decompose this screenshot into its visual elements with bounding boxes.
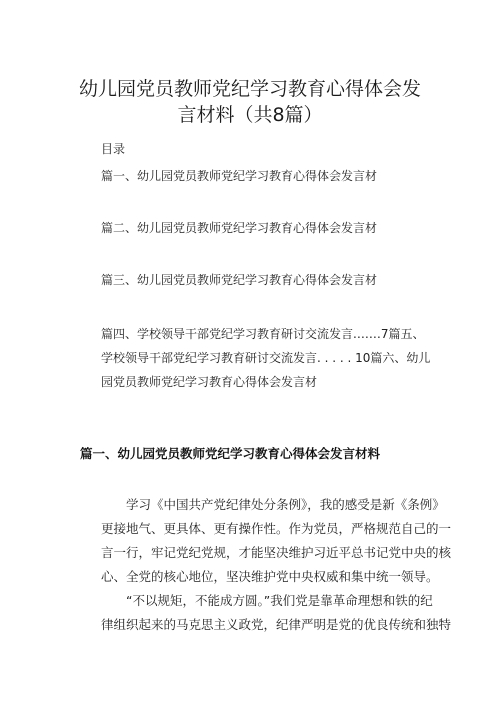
document-title-line-2: 言材料（共8篇）: [177, 104, 323, 126]
body-line-6: 律组织起来的马克思主义政党，纪律严明是党的优良传统和独特: [101, 617, 452, 632]
toc-block-line-2: 学校领导干部党纪学习教育研讨交流发言. . . . . 10篇六、幼儿: [101, 351, 431, 365]
body-line-5: “不以规矩，不能成方圆。”我们党是靠革命理想和铁的纪: [101, 593, 433, 608]
toc-heading: 目录: [101, 142, 126, 156]
toc-combined-entries[interactable]: [101, 322, 441, 394]
toc-item-3[interactable]: 篇三、幼儿园党员教师党纪学习教育心得体会发言材: [101, 273, 378, 287]
body-line-2: 更接地气、更具体、更有操作性。作为党员，严格规范自己的一: [101, 521, 452, 536]
toc-block-line-3: 园党员教师党纪学习教育心得体会发言材: [101, 375, 318, 389]
body-line-1: 学习《中国共产党纪律处分条例》，我的感受是新《条例》: [101, 497, 445, 512]
body-line-3: 言一行，牢记党纪党规，才能坚决维护习近平总书记党中央的核: [101, 545, 452, 560]
toc-block-line-1: 篇四、学校领导干部党纪学习教育研讨交流发言.……7篇五、: [101, 327, 425, 341]
toc-item-2[interactable]: 篇二、幼儿园党员教师党纪学习教育心得体会发言材: [101, 221, 378, 235]
section-body: [101, 493, 452, 637]
body-line-4: 心、全党的核心地位，坚决维护党中央权威和集中统一领导。: [101, 569, 439, 584]
toc-item-1[interactable]: 篇一、幼儿园党员教师党纪学习教育心得体会发言材: [101, 169, 378, 183]
document-title-line-1: 幼儿园党员教师党纪学习教育心得体会发: [78, 78, 421, 100]
section-heading: 篇一、幼儿园党员教师党纪学习教育心得体会发言材料: [80, 446, 381, 461]
